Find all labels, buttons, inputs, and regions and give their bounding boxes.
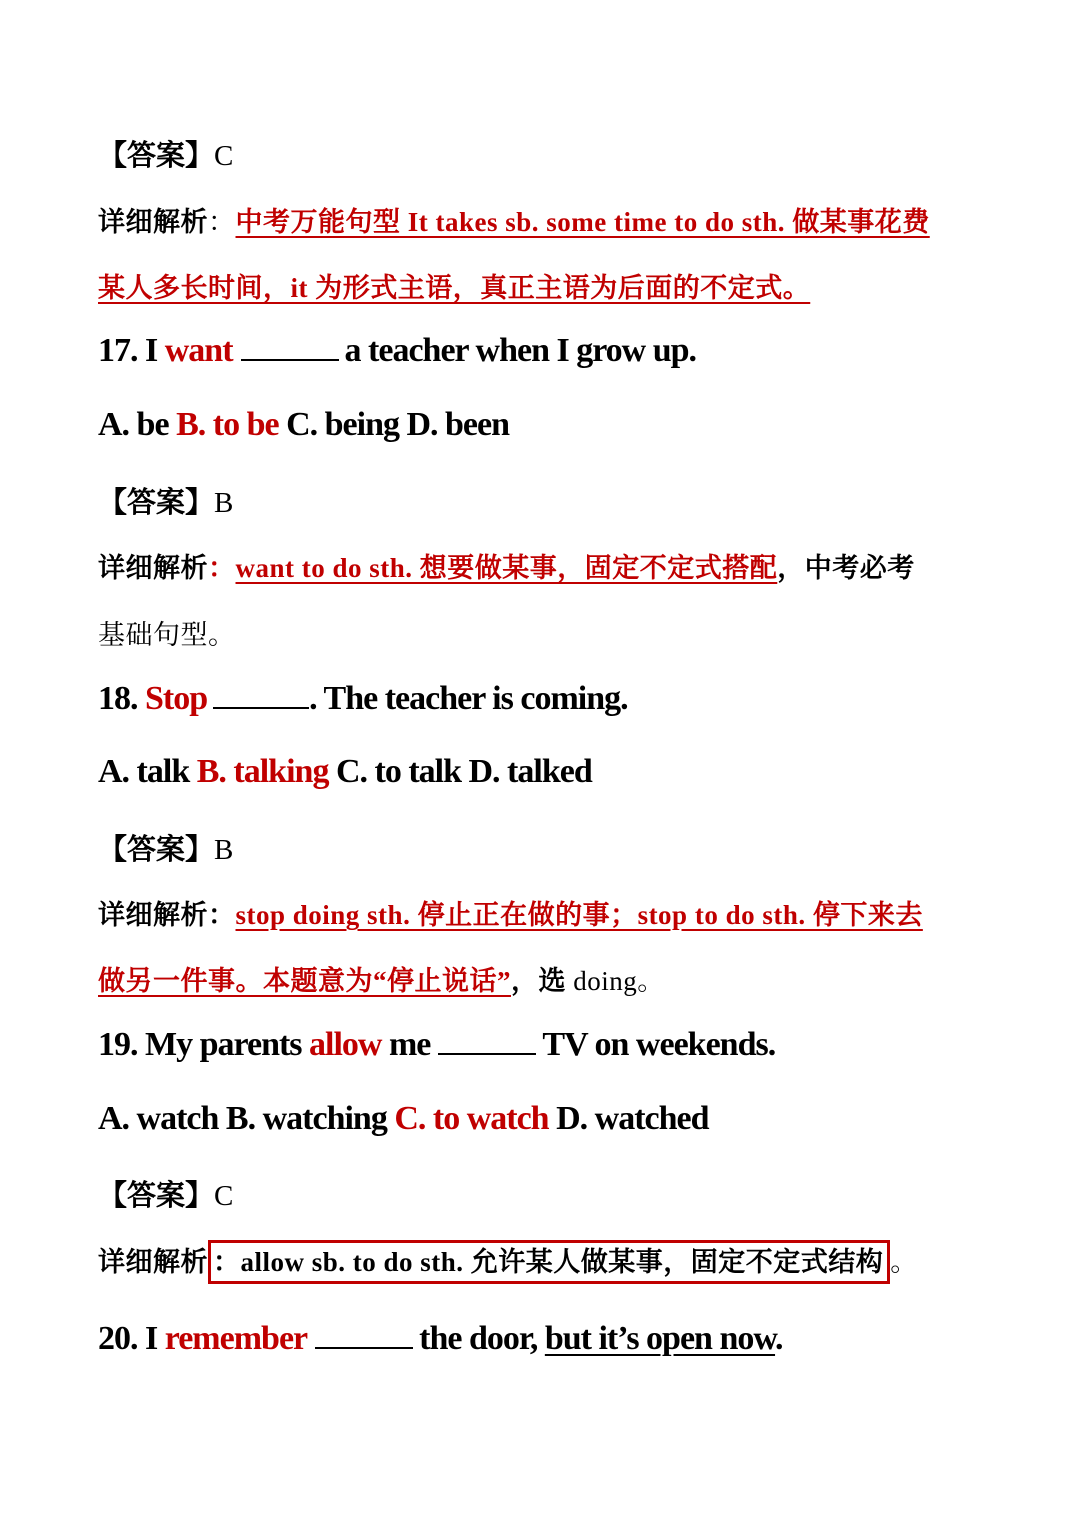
explanation-16-line2 [98, 266, 810, 305]
answer-value: C [214, 140, 234, 172]
question-keyword: allow [309, 1026, 382, 1063]
explain-tail-plain: doing。 [566, 966, 665, 996]
answer-value: B [214, 487, 234, 519]
option-cd: C. being D. been [278, 406, 510, 443]
explanation-17-line1 [98, 546, 915, 585]
answer-label: 【答案】 [98, 487, 215, 519]
question-keyword: Stop [145, 680, 208, 717]
question-keyword: want [164, 332, 233, 369]
question-end: . [775, 1320, 783, 1357]
answer-value: B [214, 834, 234, 866]
options-18 [98, 753, 592, 791]
explain-colon: ： [208, 900, 236, 930]
answer-19 [98, 1173, 233, 1214]
answer-blank [438, 1029, 536, 1055]
question-text: TV on weekends. [542, 1026, 776, 1063]
question-20 [98, 1320, 783, 1358]
question-number: 20. I [98, 1320, 165, 1357]
question-17 [98, 332, 696, 370]
answer-value: C [214, 1180, 234, 1212]
highlight-box: ：allow sb. to do sth. 允许某人做某事，固定不定式结构 [208, 1240, 890, 1284]
explain-text: 基础句型。 [98, 620, 236, 650]
explain-text: 某人多长时间，it 为形式主语，真正主语为后面的不定式。 [98, 273, 811, 303]
answer-blank [315, 1323, 413, 1349]
answer-17 [98, 480, 233, 521]
option-b-correct: B. talking [196, 753, 329, 790]
explain-text: stop doing sth. 停止正在做的事；stop to do sth. 停下来去 [235, 900, 923, 930]
explain-tail: ，中考必考 [777, 553, 915, 583]
explanation-18-line1 [98, 893, 923, 932]
end-mark: 。 [890, 1247, 918, 1277]
explain-text: 做另一件事。本题意为“停止说话” [98, 966, 511, 996]
question-19 [98, 1026, 775, 1064]
answer-label: 【答案】 [98, 834, 215, 866]
answer-18 [98, 827, 233, 868]
question-text: a teacher when I grow up. [344, 332, 697, 369]
explain-text: want to do sth. 想要做某事，固定不定式搭配 [235, 553, 778, 583]
explain-label: 详细解析 [98, 207, 208, 237]
answer-blank [241, 335, 339, 361]
question-number: 19. My parents [98, 1026, 310, 1063]
option-c-correct: C. to watch [394, 1100, 549, 1137]
explanation-19 [98, 1240, 918, 1279]
explain-colon: ： [208, 207, 236, 237]
explanation-16-line1 [98, 200, 930, 239]
answer-label: 【答案】 [98, 140, 215, 172]
options-17 [98, 406, 509, 444]
explain-label: 详细解析 [98, 900, 208, 930]
question-number: 17. I [98, 332, 165, 369]
explain-tail: ，选 [511, 966, 566, 996]
question-text: . The teacher is coming. [309, 680, 628, 717]
question-text-middle: me [381, 1026, 431, 1063]
explain-text: 中考万能句型 It takes sb. some time to do sth. 做某事花费 [235, 207, 930, 237]
question-number: 18. [98, 680, 145, 717]
explain-colon: ： [208, 553, 236, 583]
option-a: A. be [98, 406, 177, 443]
option-b-correct: B. to be [176, 406, 279, 443]
options-19 [98, 1100, 709, 1138]
explain-label: 详细解析 [98, 553, 208, 583]
option-ab: A. watch B. watching [98, 1100, 395, 1137]
option-d: D. watched [548, 1100, 709, 1137]
question-text-middle: the door, [419, 1320, 545, 1357]
question-keyword: remember [164, 1320, 308, 1357]
option-a: A. talk [98, 753, 197, 790]
underlined-text: but it’s open now [544, 1320, 776, 1357]
answer-16 [98, 133, 233, 174]
question-18 [98, 680, 628, 718]
answer-label: 【答案】 [98, 1180, 215, 1212]
explain-label: 详细解析 [98, 1247, 208, 1277]
explanation-17-line2 [98, 613, 236, 652]
explanation-18-line2 [98, 959, 665, 998]
answer-blank [213, 683, 309, 709]
option-cd: C. to talk D. talked [328, 753, 592, 790]
